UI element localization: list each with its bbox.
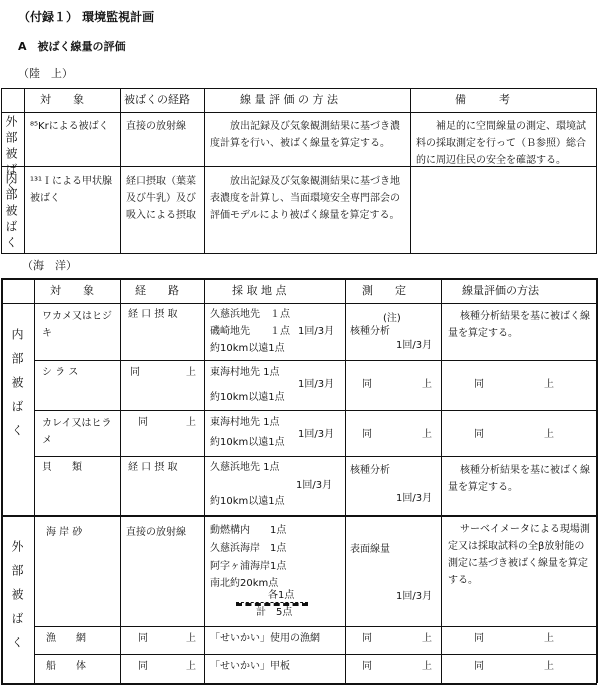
sea-row-karei-route-a: 同	[138, 417, 148, 428]
sea-row-karei-measure-a: 同	[362, 429, 372, 440]
sea-row-shellfish-route: 経 口 摂 取	[128, 462, 178, 473]
sea-row-sand-total: 計 5点	[256, 607, 293, 618]
land-note: 補足的に空間線量の測定、環境試料の採取測定を行って（Ｂ参照）総合的に周辺住民の安全を確認する。	[416, 121, 586, 166]
sea-row-net-route-b: 上	[186, 633, 196, 644]
sea-row-shirasu-point-2: 約10km以遠1点	[210, 392, 285, 403]
land-row1-target: ⁸⁵Krによる被ばく	[30, 121, 109, 132]
sea-header-method: 線量評価の方法	[462, 284, 539, 297]
section-heading: A 被ばく線量の評価	[18, 40, 126, 53]
sea-row-hull-method-b: 上	[544, 661, 554, 672]
sea-row-sand-point-3: 阿字ヶ浦海岸1点	[210, 561, 287, 572]
sea-row-karei-measure-b: 上	[422, 429, 432, 440]
sea-row-wakame-point-2: 磯崎地先 １点	[210, 326, 290, 337]
sea-row-shirasu-measure-b: 上	[422, 379, 432, 390]
sea-row-hull-route-a: 同	[138, 661, 148, 672]
sea-row-shellfish-freq: 1回/3月	[296, 480, 333, 491]
sea-row-karei-point-1: 東海村地先 1点	[210, 417, 280, 428]
land-header-target: 対 象	[40, 93, 84, 106]
sea-row-wakame-target: ワカメ又はヒジキ	[42, 311, 112, 339]
sea-row-wakame-method: 核種分析結果を基に被ばく線量を算定する。	[448, 311, 590, 339]
sea-header-points: 採 取 地 点	[232, 284, 287, 297]
sea-row-shirasu-measure-a: 同	[362, 379, 372, 390]
sea-row-sand-each: 各1点	[268, 590, 295, 601]
sea-header-measure: 測 定	[362, 284, 406, 297]
sea-row-karei-freq: 1回/3月	[298, 429, 335, 440]
sea-row-wakame-measure: 核種分析	[350, 326, 390, 337]
sea-row-hull-route-b: 上	[186, 661, 196, 672]
land-header-route: 被ばくの経路	[124, 93, 190, 106]
land-row2-target: ¹³¹Ｉによる甲状腺被ばく	[30, 176, 113, 204]
sea-row-net-method-a: 同	[474, 633, 484, 644]
sea-row-karei-target: カレイ又はヒラメ	[42, 418, 112, 446]
sea-row-sand-route: 直接の放射線	[126, 527, 186, 538]
sea-row-sand-point-4: 南北約20km点	[210, 578, 279, 589]
sea-header-route: 経 路	[135, 284, 179, 297]
sea-row-shellfish-target: 貝 類	[42, 462, 82, 473]
sea-row-net-route-a: 同	[138, 633, 148, 644]
sea-row-sand-measure-freq: 1回/3月	[396, 591, 433, 602]
sea-row-shellfish-measure: 核種分析	[350, 465, 390, 476]
land-row1-route: 直接の放射線	[126, 121, 186, 132]
sea-row-shellfish-point-2: 約10km以遠1点	[210, 496, 285, 507]
sea-row-shirasu-route-a: 同	[130, 367, 140, 378]
sea-row-sand-target: 海 岸 砂	[46, 527, 83, 538]
sea-row-shirasu-target: シ ラ ス	[42, 367, 79, 378]
sea-row-wakame-point-3: 約10km以遠1点	[210, 343, 285, 354]
sea-row-shirasu-method-b: 上	[544, 379, 554, 390]
sea-row-shellfish-measure-freq: 1回/3月	[396, 493, 433, 504]
sea-row-hull-measure-a: 同	[362, 661, 372, 672]
sea-row-karei-route-b: 上	[186, 417, 196, 428]
sea-row-wakame-measure-freq: 1回/3月	[396, 340, 433, 351]
sea-row-sand-method: サーベイメータによる現場測定又は採取試料の全β放射能の測定に基づき被ばく線量を算定する。	[448, 524, 590, 586]
sea-row-karei-point-2: 約10km以遠1点	[210, 437, 285, 448]
land-subtitle: （陸 上）	[18, 67, 73, 80]
land-row2-route: 経口摂取（葉菜及び牛乳）及び吸入による摂取	[126, 176, 196, 221]
sea-external-label: 外部被ばく	[10, 540, 24, 660]
sea-row-wakame-note-mark: (注)	[383, 313, 401, 324]
sea-row-sand-measure: 表面線量	[350, 544, 390, 555]
sea-row-sand-point-1: 動燃構内 1点	[210, 525, 287, 536]
sea-row-hull-target: 船 体	[46, 661, 86, 672]
sea-row-karei-method-a: 同	[474, 429, 484, 440]
sea-row-net-measure-a: 同	[362, 633, 372, 644]
sea-row-sand-point-2: 久慈浜海岸 1点	[210, 543, 287, 554]
sea-subtitle: （海 洋）	[22, 259, 77, 272]
sea-row-hull-method-a: 同	[474, 661, 484, 672]
sea-row-hull-point: 「せいかい」甲板	[210, 661, 290, 672]
land-internal-label: 内部被ばく	[4, 172, 18, 252]
sea-row-shellfish-method: 核種分析結果を基に被ばく線量を算定する。	[448, 465, 590, 493]
sea-row-net-method-b: 上	[544, 633, 554, 644]
doc-title: （付録１） 環境監視計画	[18, 10, 155, 24]
sea-row-wakame-freq: 1回/3月	[298, 326, 335, 337]
sea-header-target: 対 象	[50, 284, 94, 297]
land-row1-method: 放出記録及び気象観測結果に基づき濃度計算を行い、被ばく線量を算定する。	[210, 121, 400, 149]
sea-row-shellfish-point-1: 久慈浜地先 1点	[210, 462, 280, 473]
land-row2-method: 放出記録及び気象観測結果に基づき地表濃度を計算し、当面環境安全専門部会の評価モデルにより被ばく線量を算定する。	[210, 176, 400, 221]
land-header-method: 線 量 評 価 の 方 法	[240, 93, 338, 106]
sea-row-wakame-route: 経 口 摂 取	[128, 309, 178, 320]
land-header-note: 備 考	[455, 93, 510, 106]
sea-internal-label: 内部被ばく	[10, 328, 24, 448]
sea-row-shirasu-freq: 1回/3月	[298, 379, 335, 390]
sea-row-shirasu-route-b: 上	[186, 367, 196, 378]
land-external-label: 外部被ばく	[4, 115, 18, 195]
sea-row-shirasu-method-a: 同	[474, 379, 484, 390]
sea-row-wakame-point-1: 久慈浜地先 １点	[210, 309, 290, 320]
sea-row-net-measure-b: 上	[422, 633, 432, 644]
sea-row-hull-measure-b: 上	[422, 661, 432, 672]
sea-row-net-target: 漁 網	[46, 633, 86, 644]
sea-row-net-point: 「せいかい」使用の漁網	[210, 633, 320, 644]
sea-row-shirasu-point-1: 東海村地先 1点	[210, 367, 280, 378]
sea-row-karei-method-b: 上	[544, 429, 554, 440]
